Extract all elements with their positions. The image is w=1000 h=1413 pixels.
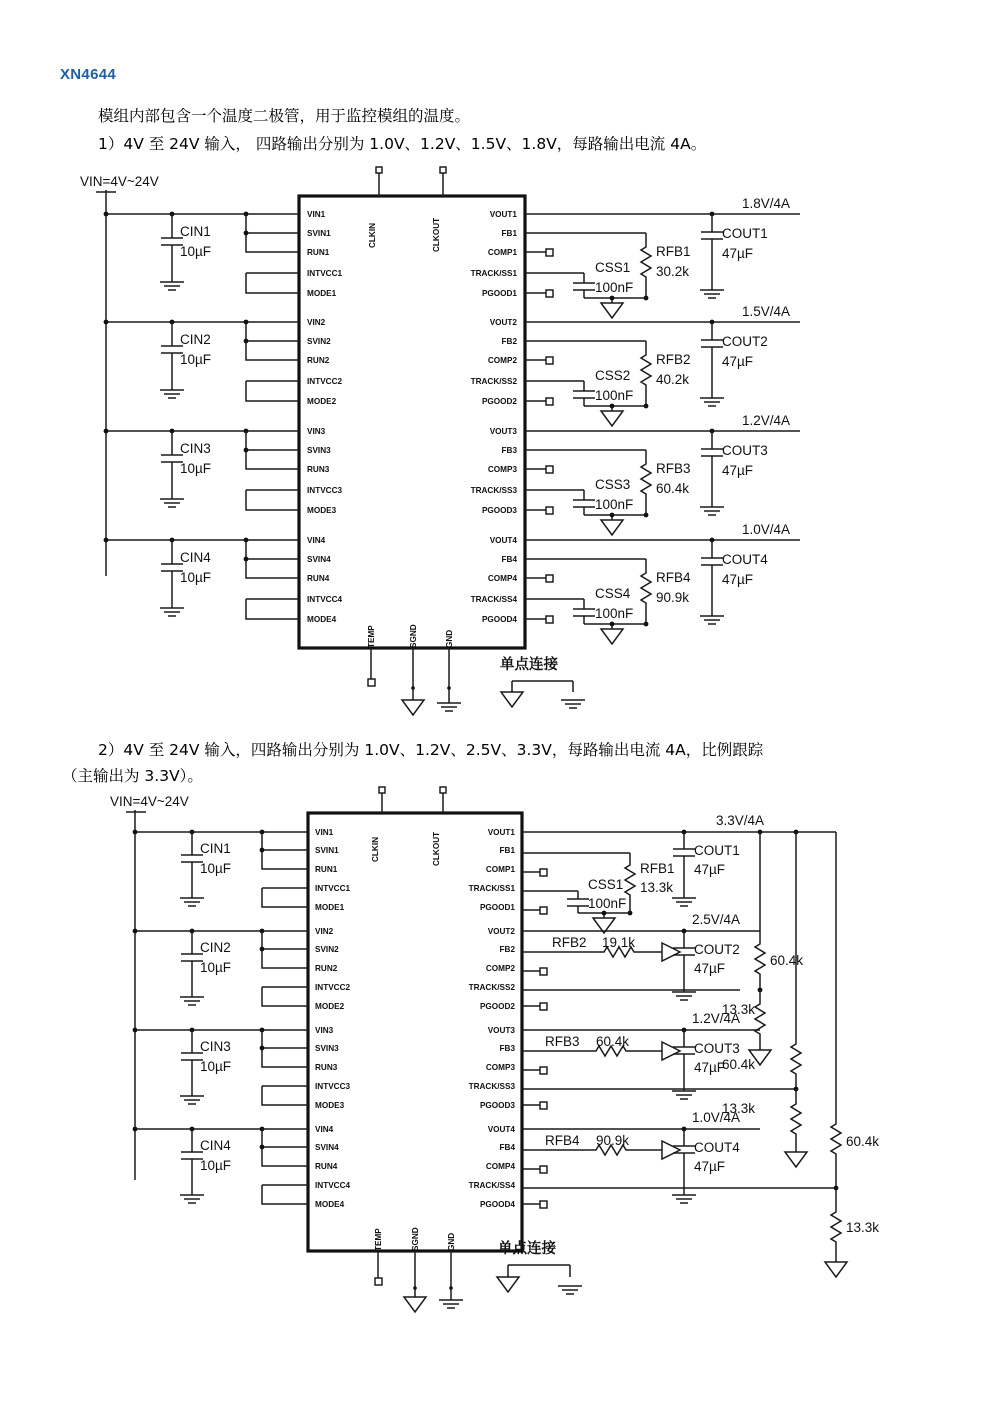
- cout-name-2-1: COUT1: [694, 843, 740, 858]
- pin-label-trackss1: TRACK/SS1: [470, 269, 517, 278]
- pin-label-2-intvcc3: INTVCC3: [315, 1082, 351, 1091]
- pin-label-vin4: VIN4: [307, 536, 326, 545]
- cin-name-2: CIN2: [180, 332, 211, 347]
- pin-label-comp4: COMP4: [487, 574, 517, 583]
- tracking-divider-c-bottom: 13.3k: [846, 1220, 880, 1235]
- pin-label-vin3: VIN3: [307, 427, 326, 436]
- css-name-3: CSS3: [595, 477, 631, 492]
- pin-label-mode4: MODE4: [307, 615, 337, 624]
- pin-label-2-mode1: MODE1: [315, 903, 345, 912]
- css-value-4: 100nF: [595, 606, 634, 621]
- pin-label-trackss3: TRACK/SS3: [470, 486, 517, 495]
- cin-name-2-1: CIN1: [200, 841, 231, 856]
- paragraph-example-1: 1）4V 至 24V 输入， 四路输出分别为 1.0V、1.2V、1.5V、1.8V，每路输出电流 4A。: [98, 135, 707, 153]
- pin-label-mode2: MODE2: [307, 397, 337, 406]
- rfb-name-1: RFB1: [656, 244, 691, 259]
- pin-label-svin2: SVIN2: [307, 337, 331, 346]
- cout-value-3: 47µF: [722, 463, 754, 478]
- cin-value-2-1: 10µF: [200, 861, 232, 876]
- output-rail-label-2-3: 1.2V/4A: [692, 1011, 741, 1026]
- pin-label-run2: RUN2: [307, 356, 330, 365]
- output-rail-label-2-2: 2.5V/4A: [692, 912, 741, 927]
- cout-name-2: COUT2: [722, 334, 768, 349]
- cout-name-2-4: COUT4: [694, 1140, 740, 1155]
- pin-label-pgood1: PGOOD1: [481, 289, 517, 298]
- cout-value-2-3: 47µF: [694, 1060, 726, 1075]
- pin-label-2-intvcc1: INTVCC1: [315, 884, 351, 893]
- pin-label-sgnd-1: SGND: [409, 624, 418, 648]
- pin-label-comp1: COMP1: [487, 248, 517, 257]
- pin-label-pgood3: PGOOD3: [481, 506, 517, 515]
- rfb-name-4: RFB4: [656, 570, 691, 585]
- pin-label-2-comp3: COMP3: [485, 1063, 515, 1072]
- output-rail-label-4: 1.0V/4A: [742, 522, 791, 537]
- pin-label-2-trackss2: TRACK/SS2: [468, 983, 515, 992]
- pin-label-2-fb2: FB2: [499, 945, 515, 954]
- pin-label-2-vin3: VIN3: [315, 1026, 334, 1035]
- pin-label-svin3: SVIN3: [307, 446, 331, 455]
- pin-label-svin4: SVIN4: [307, 555, 331, 564]
- pin-label-intvcc4: INTVCC4: [307, 595, 343, 604]
- cout-name-4: COUT4: [722, 552, 768, 567]
- pin-label-comp3: COMP3: [487, 465, 517, 474]
- pin-label-2-vout2: VOUT2: [487, 927, 515, 936]
- cin-value-3: 10µF: [180, 461, 212, 476]
- pin-label-2-intvcc2: INTVCC2: [315, 983, 351, 992]
- cout-value-4: 47µF: [722, 572, 754, 587]
- cout-name-2-3: COUT3: [694, 1041, 740, 1056]
- cout-value-1: 47µF: [722, 246, 754, 261]
- pin-label-2-mode2: MODE2: [315, 1002, 345, 1011]
- pin-label-temp-2: TEMP: [374, 1228, 383, 1251]
- paragraph-example-2-line2: （主输出为 3.3V）。: [62, 767, 203, 785]
- rfb-value-3: 60.4k: [656, 481, 690, 496]
- pin-label-comp2: COMP2: [487, 356, 517, 365]
- cin-name-2-2: CIN2: [200, 940, 231, 955]
- css-value-2: 100nF: [595, 388, 634, 403]
- pin-label-2-vout4: VOUT4: [487, 1125, 515, 1134]
- pin-label-2-pgood3: PGOOD3: [479, 1101, 515, 1110]
- pin-label-2-vin4: VIN4: [315, 1125, 334, 1134]
- pin-label-2-mode3: MODE3: [315, 1101, 345, 1110]
- rfb-value-2-4: 90.9k: [596, 1133, 630, 1148]
- pin-label-2-svin1: SVIN1: [315, 846, 339, 855]
- pin-label-2-svin3: SVIN3: [315, 1044, 339, 1053]
- pin-label-vout2: VOUT2: [489, 318, 517, 327]
- output-rail-label-2: 1.5V/4A: [742, 304, 791, 319]
- pin-label-2-comp1: COMP1: [485, 865, 515, 874]
- pin-label-fb4: FB4: [501, 555, 517, 564]
- pin-label-run4: RUN4: [307, 574, 330, 583]
- page-title: XN4644: [60, 66, 117, 83]
- pin-label-fb2: FB2: [501, 337, 517, 346]
- cin-name-1: CIN1: [180, 224, 211, 239]
- vin-label-1: VIN=4V~24V: [80, 174, 159, 189]
- pin-label-2-vin2: VIN2: [315, 927, 334, 936]
- css-value-1: 100nF: [595, 280, 634, 295]
- pin-label-mode3: MODE3: [307, 506, 337, 515]
- pin-label-clkin-2: CLKIN: [371, 836, 380, 862]
- pin-label-fb1: FB1: [501, 229, 517, 238]
- cin-value-2-3: 10µF: [200, 1059, 232, 1074]
- cout-name-3: COUT3: [722, 443, 768, 458]
- cout-value-2-2: 47µF: [694, 961, 726, 976]
- pin-label-2-vout1: VOUT1: [487, 828, 515, 837]
- pin-label-2-run4: RUN4: [315, 1162, 338, 1171]
- single-point-label-1: 单点连接: [500, 657, 558, 673]
- pin-label-pgood2: PGOOD2: [481, 397, 517, 406]
- pin-label-run3: RUN3: [307, 465, 330, 474]
- pin-label-intvcc2: INTVCC2: [307, 377, 343, 386]
- pin-label-2-trackss1: TRACK/SS1: [468, 884, 515, 893]
- pin-label-2-trackss3: TRACK/SS3: [468, 1082, 515, 1091]
- pin-label-gnd-1: GND: [445, 629, 454, 648]
- rfb-name-3: RFB3: [656, 461, 691, 476]
- pin-label-2-fb3: FB3: [499, 1044, 515, 1053]
- pin-label-sgnd-2: SGND: [411, 1227, 420, 1251]
- pin-label-2-intvcc4: INTVCC4: [315, 1181, 351, 1190]
- pin-label-2-svin4: SVIN4: [315, 1143, 339, 1152]
- rfb-value-1: 30.2k: [656, 264, 690, 279]
- schematic-1: [80, 167, 800, 715]
- pin-label-2-pgood1: PGOOD1: [479, 903, 515, 912]
- paragraph-example-2-line1: 2）4V 至 24V 输入，四路输出分别为 1.0V、1.2V、2.5V、3.3V，每路输出电流 4A，比例跟踪: [98, 741, 764, 759]
- output-rail-label-1: 1.8V/4A: [742, 196, 791, 211]
- cout-name-1: COUT1: [722, 226, 768, 241]
- pin-label-trackss4: TRACK/SS4: [470, 595, 517, 604]
- pin-label-vin2: VIN2: [307, 318, 326, 327]
- cin-name-3: CIN3: [180, 441, 211, 456]
- vin-label-2: VIN=4V~24V: [110, 794, 189, 809]
- cin-name-2-3: CIN3: [200, 1039, 231, 1054]
- tracking-divider-b-bottom: 13.3k: [722, 1101, 756, 1116]
- pin-label-2-trackss4: TRACK/SS4: [468, 1181, 515, 1190]
- rfb-name-2-1: RFB1: [640, 861, 675, 876]
- rfb-name-2-4: RFB4: [545, 1133, 580, 1148]
- rfb-value-2-3: 60.4k: [596, 1034, 630, 1049]
- tracking-divider-a-top: 60.4k: [770, 953, 804, 968]
- pin-label-fb3: FB3: [501, 446, 517, 455]
- pin-label-2-run3: RUN3: [315, 1063, 338, 1072]
- pin-label-vout1: VOUT1: [489, 210, 517, 219]
- cin-value-2: 10µF: [180, 352, 212, 367]
- cout-value-2-1: 47µF: [694, 862, 726, 877]
- pin-label-trackss2: TRACK/SS2: [470, 377, 517, 386]
- css-name-2: CSS2: [595, 368, 631, 383]
- cout-name-2-2: COUT2: [694, 942, 740, 957]
- rfb-value-2-1: 13.3k: [640, 880, 674, 895]
- rfb-value-4: 90.9k: [656, 590, 690, 605]
- pin-label-2-svin2: SVIN2: [315, 945, 339, 954]
- pin-label-2-fb1: FB1: [499, 846, 515, 855]
- schematic-2: [110, 787, 879, 1312]
- pin-label-2-vin1: VIN1: [315, 828, 334, 837]
- css-name-2-1: CSS1: [588, 877, 624, 892]
- pin-label-clkin: CLKIN: [368, 222, 377, 248]
- rfb-name-2-3: RFB3: [545, 1034, 580, 1049]
- css-name-1: CSS1: [595, 260, 631, 275]
- css-value-2-1: 100nF: [588, 896, 627, 911]
- pin-label-2-comp4: COMP4: [485, 1162, 515, 1171]
- css-value-3: 100nF: [595, 497, 634, 512]
- tracking-divider-c-top: 60.4k: [846, 1134, 880, 1149]
- pin-label-2-run1: RUN1: [315, 865, 338, 874]
- rfb-value-2-2: 19.1k: [602, 935, 636, 950]
- single-point-label-2: 单点连接: [498, 1241, 556, 1257]
- pin-label-2-fb4: FB4: [499, 1143, 515, 1152]
- cin-name-2-4: CIN4: [200, 1138, 231, 1153]
- pin-label-2-comp2: COMP2: [485, 964, 515, 973]
- pin-label-2-mode4: MODE4: [315, 1200, 345, 1209]
- pin-label-mode1: MODE1: [307, 289, 337, 298]
- tracking-divider-b-top: 60.4k: [722, 1057, 756, 1072]
- cin-value-4: 10µF: [180, 570, 212, 585]
- pin-label-clkout-2: CLKOUT: [432, 831, 441, 866]
- paragraph-intro: 模组内部包含一个温度二极管，用于监控模组的温度。: [98, 107, 471, 125]
- cin-value-2-2: 10µF: [200, 960, 232, 975]
- pin-label-gnd-2: GND: [447, 1232, 456, 1251]
- pin-label-vin1: VIN1: [307, 210, 326, 219]
- cin-value-1: 10µF: [180, 244, 212, 259]
- pin-label-temp-1: TEMP: [367, 625, 376, 648]
- pin-label-run1: RUN1: [307, 248, 330, 257]
- tracking-divider-a-bottom: 13.3k: [722, 1002, 756, 1017]
- cout-value-2-4: 47µF: [694, 1159, 726, 1174]
- pin-label-vout3: VOUT3: [489, 427, 517, 436]
- pin-label-2-pgood4: PGOOD4: [479, 1200, 515, 1209]
- pin-label-clkout: CLKOUT: [432, 217, 441, 252]
- pin-label-2-run2: RUN2: [315, 964, 338, 973]
- output-rail-label-2-4: 1.0V/4A: [692, 1110, 741, 1125]
- cin-name-4: CIN4: [180, 550, 211, 565]
- pin-label-2-vout3: VOUT3: [487, 1026, 515, 1035]
- rfb-value-2: 40.2k: [656, 372, 690, 387]
- pin-label-intvcc1: INTVCC1: [307, 269, 343, 278]
- cin-value-2-4: 10µF: [200, 1158, 232, 1173]
- pin-label-vout4: VOUT4: [489, 536, 517, 545]
- cout-value-2: 47µF: [722, 354, 754, 369]
- output-rail-label-3: 1.2V/4A: [742, 413, 791, 428]
- rfb-name-2-2: RFB2: [552, 935, 587, 950]
- pin-label-svin1: SVIN1: [307, 229, 331, 238]
- output-rail-label-2-1: 3.3V/4A: [716, 813, 765, 828]
- pin-label-pgood4: PGOOD4: [481, 615, 517, 624]
- pin-label-2-pgood2: PGOOD2: [479, 1002, 515, 1011]
- rfb-name-2: RFB2: [656, 352, 691, 367]
- css-name-4: CSS4: [595, 586, 631, 601]
- pin-label-intvcc3: INTVCC3: [307, 486, 343, 495]
